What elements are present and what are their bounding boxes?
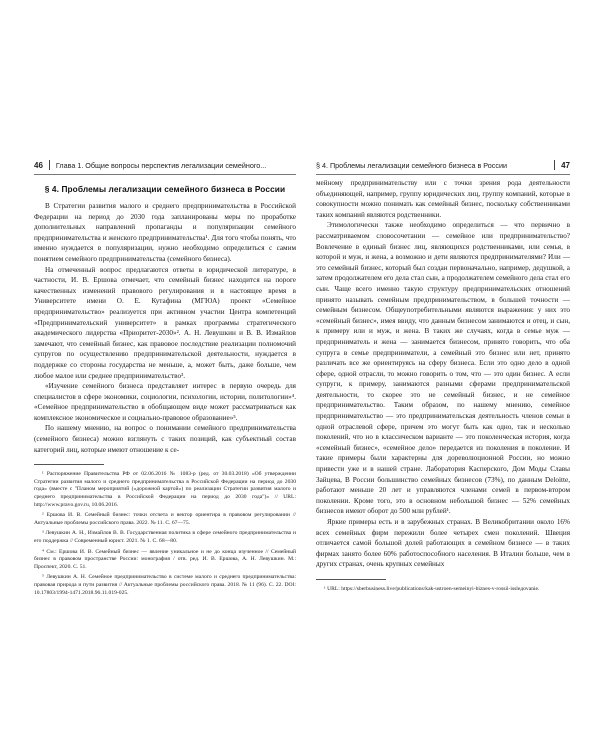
left-running-header — [34, 158, 296, 172]
left-header-rule — [34, 174, 296, 175]
paragraph: мейному предпринимательству или с точки зрения рода деятельности объединяющей, например, группу юридических лиц, группу компаний, которые в совокупности можно понимать как семейный бизнес, поскольку собственниками таких компаний являются родственники. — [316, 179, 570, 219]
header-divider — [554, 160, 555, 170]
right-header-rule — [316, 174, 570, 175]
right-page-body — [316, 178, 570, 597]
footnote: ² Ершова И. В. Семейный бизнес: точки отсчета и вектор ориентира в правовом регулировании // Актуальные проблемы российского права. 2022. № 11. С. 67—75. — [34, 512, 296, 526]
paragraph: Яркие примеры есть и в зарубежных странах. В Великобритании около 16% всех семейных фирм пережили более четырех смен поколений. Швеция отличается самой большой долей работающих в семейном бизнесе — в таких фирмах занято более 60% работоспособного населения. В Италии больше, чем в других странах, очень крупных семейных — [316, 518, 570, 569]
left-running-head: Глава 1. Общие вопросы перспектив легализации семейного... — [55, 160, 267, 170]
footnote: ⁴ См.: Ершова И. В. Семейный бизнес — явление уникальное и не до конца изученное // Семейный бизнес в правовом пространстве России: монография / отв. ред. И. В. Ершова, А. Н. Левушкин. М.: Проспект, 2020. С. 51. — [34, 548, 296, 570]
footnote: ³ Левушкин А. Н., Измайлов В. В. Государственная политика в сфере семейного предпринимательства и его поддержка // Современный юрист. 2021. № 1. С. 68—80. — [34, 530, 296, 544]
left-page-number: 46 — [34, 160, 43, 170]
footnote: ¹ Распоряжение Правительства РФ от 02.06.2016 № 1083-р (ред. от 30.03.2018) «Об утверждении Стратегии развития малого и среднего предпринимательства в Российской Федерации на период до 2030 года» (вместе с "Планом мероприятий («дорожной картой») по реализации Стратегии развития малого и среднего предпринимательства в Российской Федерации на период до 2030 года")» // URL: http://www.pravo.gov.ru, 10.06.2016. — [34, 471, 296, 508]
right-page-number: 47 — [561, 160, 570, 170]
paragraph: По нашему мнению, на вопрос о понимании семейного предпринимательства (семейного бизнеса) можно взглянуть с таких позиций, как субъектный состав категорий лиц, которые имеют отношение к се- — [34, 424, 296, 454]
paragraph: Этимологически также необходимо определиться — что первично в рассматриваемом словосочетании — семейное или предпринимательство? Вовлечение в единый бизнес лиц, являющихся родственниками, или семья, в которой и муж, и жена, а возможно и дети являются предпринимателями? Или — это семейный бизнес, который был создан первоначально, например, дедушкой, а затем продолжателем его дела стал сын, а продолжателем семейного дела стал его сын. Чаще всего именно такую структуру предпринимательских отношений принято называть семейным предпринимательством, в большей точности — семейным бизнесом. Общеупотребительными являются выражения: у них это «семейный бизнес», имея ввиду, что данным бизнесом занимаются и отец, и сын, к примеру или и муж, и жена. В таких же случаях, когда в семье муж — предприниматель и жена — занимается бизнесом, принято говорить, что оба супруга в семье предприниматели, а семейный это бизнес или нет, принято различать все же ориентируясь на сферу бизнеса. Если это одно дело в одной сфере, одной отрасли, то можно говорить о том, что — это один бизнес. А если супруги, к примеру, занимаются разными сферами предпринимательской деятельности, то скорее это не семейный бизнес, и не семейное предпринимательство. Таким образом, по нашему мнению, семейное предпринимательство — это предпринимательская деятельность членов семьи в одной отраслевой сфере, причем это могут быть как одно, так и несколько поколений, что но в классическом варианте — это поколенческая история, когда «семейный бизнес», «семейное дело» передается из поколения в поколение. И такие примеры были характерны для дореволюционной России, но можно привести уже и в нашей стране. Лаборатория Касперского, Дом Моды Славы Зайцева, В России большинство семейных бизнесов (73%), по данным Deloitte, работают меньше 20 лет и управляются членами семей в первом-втором поколении. Кроме того, это в основном небольшой бизнес — 52% семейных бизнесов имеют оборот до 500 млн рублей¹. — [316, 221, 570, 516]
paragraph: На отмеченный вопрос предлагаются ответы в юридической литературе, в частности, И. В. Ершова отмечает, что семейный бизнес находится на пороге качественных изменений правового регулирования и в настоящее время в Университете имени О. Е. Кутафина (МГЮА) проект «Семейное предпринимательство» реализуется при активном участии Центра компетенций «Предпринимательский университет» в рамках программы стратегического академического лидерства «Приоритет-2030»². А. Н. Левушкин и В. В. Измайлов замечают, что семейный бизнес, как правовое последствие реализации полномочий супругов по осуществлению предпринимательской деятельности, нуждается в поддержке со стороны государства не меньше, а, может быть, даже больше, чем любое малое или среднее предпринимательство³. — [34, 265, 296, 380]
footnote-separator — [316, 579, 386, 580]
section-title: § 4. Проблемы легализации семейного бизнеса в России — [44, 184, 286, 194]
right-running-header — [316, 158, 570, 172]
right-running-head: § 4. Проблемы легализации семейного бизнеса в России — [316, 160, 507, 170]
footnote: ¹ URL: https://sberbusiness.live/publications/kak-ustroen-semeinyi-biznes-v-rossii-isslедovanie. — [324, 585, 540, 592]
paragraph: В Стратегии развития малого и среднего предпринимательства в Российской Федерации на период до 2030 года запланированы меры по проработке дополнительных направлений пропаганды и популяризации семейного предпринимательства и женского предпринимательства¹. Для того чтобы понять, что именно нуждается в популяризации, нужно необходимо определиться с самим понятием семейного предпринимательства (семейного бизнеса). — [34, 202, 296, 263]
blank-margin — [0, 0, 600, 150]
left-page-body — [34, 178, 296, 600]
footnote-separator — [34, 464, 104, 465]
paragraph: «Изучение семейного бизнеса представляет интерес в первую очередь для специалистов в сфере экономики, социологии, психологии, истории, политологии»⁴. «Семейное предпринимательство в обобщающем виде может рассматриваться как комплексное экономическое и социально-правовое образование»⁵. — [34, 382, 296, 422]
footnote: ⁵ Левушкин А. Н. Семейное предпринимательство в системе малого и среднего предпринимательства: правовая природа и пути развития // Актуальные проблемы российского права. 2018. № 11 (96). С. 22. DOI: 10.17803/1994-1471.2018.96.11.019-025. — [34, 574, 296, 596]
header-divider — [49, 160, 50, 170]
